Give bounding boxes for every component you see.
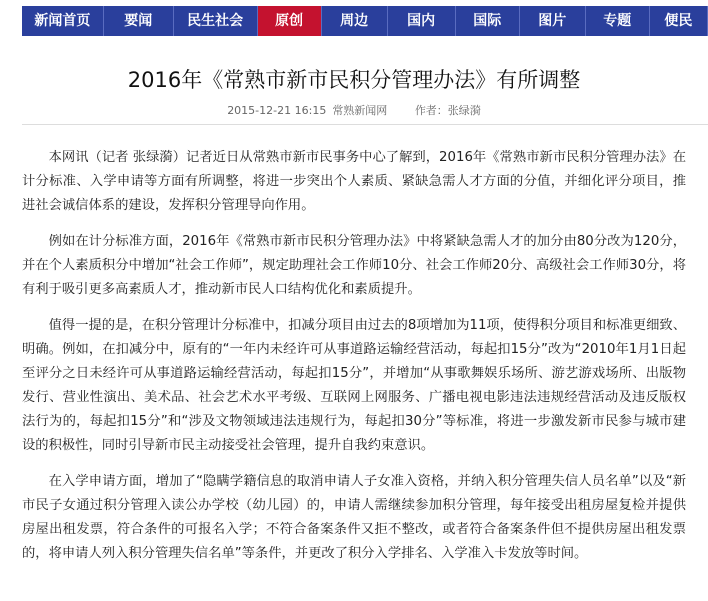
- nav-item-international[interactable]: 国际: [456, 6, 520, 36]
- article-title: 2016年《常熟市新市民积分管理办法》有所调整: [127, 68, 581, 92]
- top-nav-bar: [22, 6, 708, 36]
- article-meta: [0, 102, 708, 118]
- nav-item-domestic[interactable]: 国内: [388, 6, 456, 36]
- article-paragraph: 本网讯（记者 张绿漪）记者近日从常熟市新市民事务中心了解到，2016年《常熟市新市民积分管理办法》在计分标准、入学申请等方面有所调整，将进一步突出个人素质、紧缺急需人才方面的分值，并细化评分项目，推进社会诚信体系的建设，发挥积分管理导向作用。: [22, 150, 686, 213]
- nav-item-topics[interactable]: 专题: [586, 6, 650, 36]
- nav-item-nearby[interactable]: 周边: [322, 6, 388, 36]
- nav-item-services[interactable]: 便民: [650, 6, 708, 36]
- article-author: 作者：张绿漪: [414, 104, 481, 117]
- article-date: 2015-12-21 16:15: [227, 104, 327, 117]
- article-paragraph: 在入学申请方面，增加了“隐瞒学籍信息的取消申请人子女准入资格，并纳入积分管理失信人员名单”以及“新市民子女通过积分管理入读公办学校（幼儿园）的，申请人需继续参加积分管理，每年接受出租房屋复检并提供房屋出租发票，符合条件的可报名入学；不符合备案条件又拒不整改，或者符合备案条件但不提供房屋出租发票的，将申请人列入积分管理失信名单”等条件，并更改了积分入学排名、入学准入卡发放等时间。: [22, 474, 686, 561]
- nav-item-pictures[interactable]: 图片: [520, 6, 586, 36]
- nav-item-headlines[interactable]: 要闻: [104, 6, 174, 36]
- nav-item-society[interactable]: 民生社会: [174, 6, 258, 36]
- nav-item-home[interactable]: 新闻首页: [22, 6, 104, 36]
- article-body: [22, 146, 686, 578]
- article-paragraph: 值得一提的是，在积分管理计分标准中，扣减分项目由过去的8项增加为11项，使得积分项目和标准更细致、明确。例如，在扣减分中，原有的“一年内未经许可从事道路运输经营活动，每起扣15分”改为“2010年1月1日起至评分之日未经许可从事道路运输经营活动，每起扣15分”，并增加“从事歌舞娱乐场所、游艺游戏场所、出版物发行、营业性演出、美术品、社会艺术水平考级、互联网上网服务、广播电视电影违法违规经营活动及违反版权法行为的，每起扣15分”和“涉及文物领域违法违规行为，每起扣30分”等标准，将进一步激发新市民参与城市建设的积极性，同时引导新市民主动接受社会管理，提升自我约束意识。: [22, 318, 686, 453]
- nav-item-original[interactable]: 原创: [258, 6, 322, 36]
- article-paragraph: 例如在计分标准方面，2016年《常熟市新市民积分管理办法》中将紧缺急需人才的加分由80分改为120分，并在个人素质积分中增加“社会工作师”，规定助理社会工作师10分、社会工作师20分、高级社会工作师30分，将有利于吸引更多高素质人才，推动新市民人口结构优化和素质提升。: [22, 234, 686, 297]
- title-divider: [22, 124, 708, 125]
- article-source[interactable]: 常熟新闻网: [332, 104, 388, 117]
